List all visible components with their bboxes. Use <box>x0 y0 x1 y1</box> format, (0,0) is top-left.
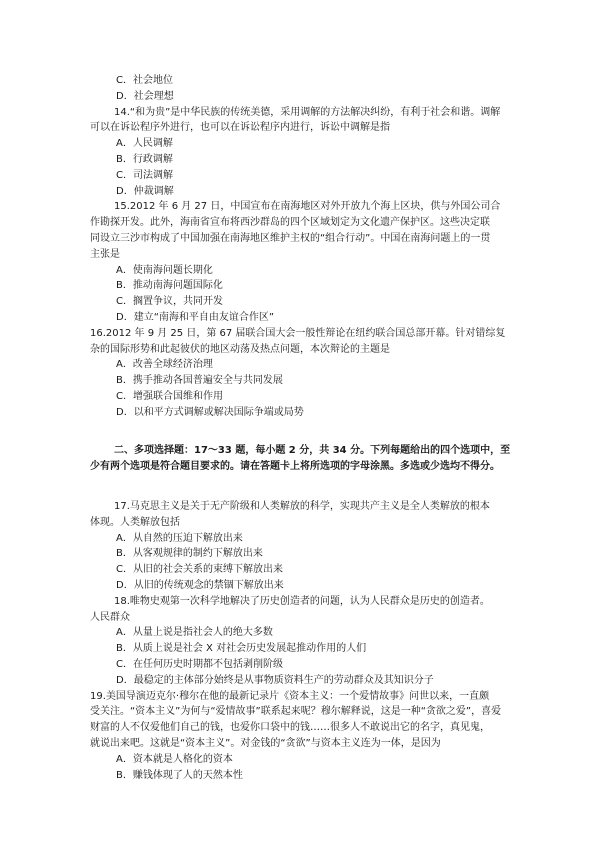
answer-option: D．仲裁调解 <box>116 185 174 197</box>
questions-17-19 <box>90 499 506 783</box>
answer-option: D．以和平方式调解或解决国际争端或局势 <box>116 406 304 418</box>
question-text-line: 16.2012 年 9 月 25 日，第 67 届联合国大会一般性辩论在纽约联合国总部开幕。针对错综复 <box>90 327 506 339</box>
question-text-line: 17.马克思主义是关于无产阶级和人类解放的科学，实现共产主义是全人类解放的根本 <box>114 501 490 512</box>
answer-option: C．搁置争议，共同开发 <box>116 296 223 308</box>
answer-option: C．从旧的社会关系的束缚下解放出来 <box>116 564 283 576</box>
question-text-line: 14.“和为贵”是中华民族的传统美德，采用调解的方法解决纠纷，有利于社会和谐。调解 <box>114 106 501 118</box>
question-text-line: 就说出来吧。这就是“资本主义”。对金钱的“贪欲”与资本主义连为一体，是因为 <box>90 737 441 749</box>
answer-option: A．资本就是人格化的资本 <box>116 753 233 765</box>
question-text-line: 18.唯物史观第一次科学地解决了历史创造者的问题，认为人民群众是历史的创造者。 <box>114 595 490 607</box>
answer-option: D．从旧的传统观念的禁锢下解放出来 <box>116 579 284 591</box>
question-text-line: 可以在诉讼程序外进行，也可以在诉讼程序内进行，诉讼中调解是指 <box>90 122 390 134</box>
answer-option: A．改善全球经济治理 <box>116 359 213 371</box>
question-text-line: 同设立三沙市构成了中国加强在南海地区维护主权的“组合行动”。中国在南海问题上的一贯 <box>90 232 491 244</box>
question-text-line: 二、多项选择题：17～33 题，每小题 2 分，共 34 分。下列每题给出的四个选项中，至 <box>114 445 511 456</box>
answer-option: B．赚钱体现了人的天然本性 <box>116 769 243 781</box>
question-text-line: 作勘探开发。此外，海南省宣布将西沙群岛的四个区域划定为文化遗产保护区。这些决定联 <box>90 217 490 229</box>
question-text-line: 少有两个选项是符合题目要求的。请在答题卡上将所选项的字母涂黑。多选或少选均不得分。 <box>90 460 500 472</box>
answer-option: B．从客观规律的制约下解放出来 <box>116 548 263 560</box>
answer-option: B．推动南海问题国际化 <box>116 280 223 292</box>
answer-option: C．在任何历史时期都不包括剥削阶级 <box>116 658 283 670</box>
answer-option: A．从量上说是指社会人的绝大多数 <box>116 627 273 639</box>
question-text-line: 人民群众 <box>90 611 130 623</box>
answer-option: B．行政调解 <box>116 153 173 165</box>
question-text-line: 杂的国际形势和此起彼伏的地区动荡及热点问题，本次辩论的主题是 <box>90 343 390 355</box>
answer-option: C．社会地位 <box>116 75 173 86</box>
answer-option: B．从质上说是社会 X 对社会历史发展起推动作用的人们 <box>116 643 367 655</box>
answer-option: C．司法调解 <box>116 169 173 181</box>
question-text-line: 体现。人类解放包括 <box>90 516 180 528</box>
question-text-line: 19.美国导演迈克尔·穆尔在他的最新记录片《资本主义：一个爱情故事》问世以来，一直颇 <box>90 690 490 702</box>
answer-option: D．最稳定的主体部分始终是从事物质资料生产的劳动群众及其知识分子 <box>116 674 434 686</box>
question-text-line: 主张是 <box>90 248 120 260</box>
question-text-line: 受关注。“资本主义”为何与“爱情故事”联系起来呢？穆尔解释说，这是一种“贪欲之爱”，喜爱 <box>90 706 502 718</box>
questions-13-16 <box>90 73 506 421</box>
question-text-line: 财富的人不仅爱他们自己的钱，也爱你口袋中的钱……很多人不敢说出它的名字，真见鬼， <box>90 722 490 734</box>
question-text-line: 15.2012 年 6 月 27 日，中国宣布在南海地区对外开放九个海上区块，供与外国公司合 <box>114 201 501 213</box>
answer-option: C．增强联合国维和作用 <box>116 390 223 402</box>
answer-option: D．建立“南海和平自由友谊合作区” <box>116 311 275 323</box>
answer-option: B．携手推动各国普遍安全与共同发展 <box>116 375 283 387</box>
answer-option: A．人民调解 <box>116 138 173 150</box>
answer-option: A．使南海问题长期化 <box>116 264 213 276</box>
answer-option: D．社会理想 <box>116 90 174 102</box>
answer-option: A．从自然的压迫下解放出来 <box>116 532 243 544</box>
section-two-instructions <box>90 443 511 475</box>
